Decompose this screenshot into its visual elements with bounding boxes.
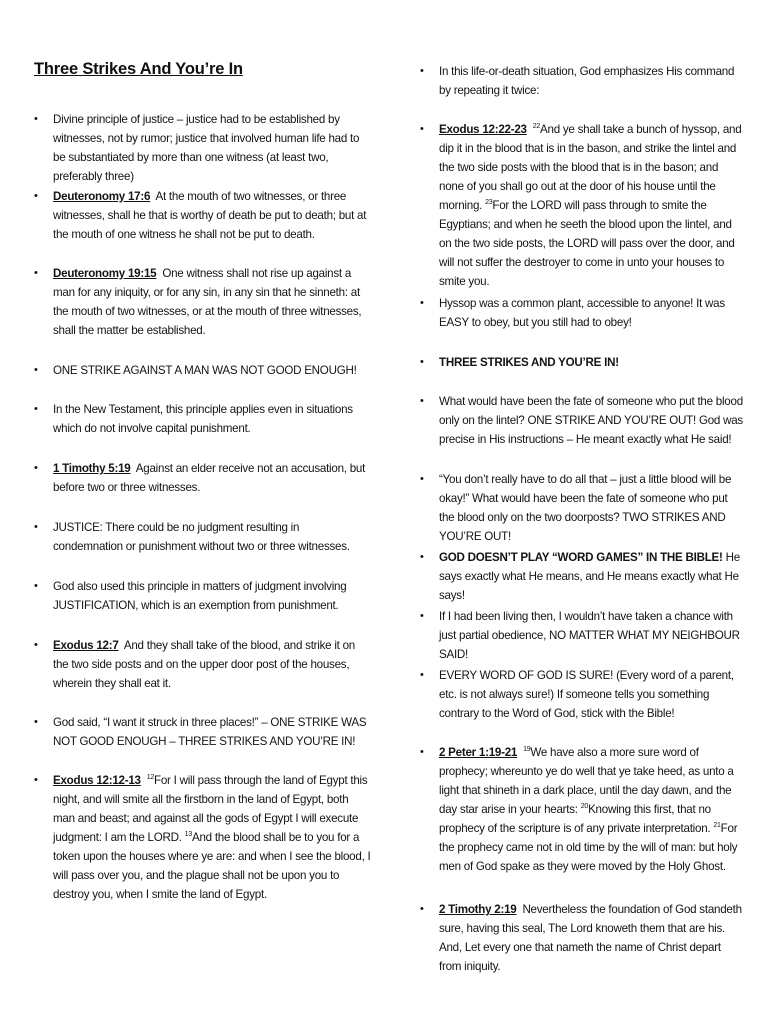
right-item-7: • GOD DOESN’T PLAY “WORD GAMES” IN THE BIBLE! He says exactly what He means, and He means exactly what He says! xyxy=(439,548,745,605)
left-item-6: • 1 Timothy 5:19 Against an elder receive not an accusation, but before two or three witnesses. xyxy=(53,459,371,497)
left-item-8: • God also used this principle in matters of judgment involving JUSTIFICATION, which is an exemption from punishment. xyxy=(53,577,371,615)
scripture-reference: Deuteronomy 19:15 xyxy=(53,267,157,280)
right-item-4: • THREE STRIKES AND YOU’RE IN! xyxy=(439,353,745,372)
right-item-9: • EVERY WORD OF GOD IS SURE! (Every word of a parent, etc. is not always sure!) If someone tells you something contrary to the Word of God, stick with the Bible! xyxy=(439,666,745,723)
left-item-1: • Divine principle of justice – justice had to be established by witnesses, not by rumor; justice that involved human life had to be substantiated by more than one witness (at least two, preferably three) xyxy=(53,110,371,186)
bullet-icon: • xyxy=(34,267,38,279)
left-item-11: • Exodus 12:12-13 $^{12}$For I will pass through the land of Egypt this night, and will smite all the firstborn in the land of Egypt, both man and beast; and against all the gods of Egypt I will execute judgment: I am the LORD. $^{13}$And the blood shall be to you for a token upon the houses where ye are: and when I see the blood, I will pass over you, and the plague shall not be upon you to destroy you, when I smite the land of Egypt. xyxy=(53,771,371,904)
verse-number: 12 xyxy=(146,774,155,781)
bullet-icon: • xyxy=(420,903,424,915)
verse-number: 20 xyxy=(580,803,589,810)
left-item-3: • Deuteronomy 19:15 One witness shall not rise up against a man for any iniquity, or for any sin, in any sin that he sinneth: at the mouth of two witnesses, or at the mouth of three witnesses, shall the matter be established. xyxy=(53,264,371,340)
right-item-6: • “You don’t really have to do all that – just a little blood will be okay!” What would have been the fate of someone who put the blood only on the two doorposts? TWO STRIKES AND YOU’RE OUT! xyxy=(439,470,745,546)
bullet-icon: • xyxy=(420,610,424,622)
right-item-8: • If I had been living then, I wouldn’t have taken a chance with just partial obedience, NO MATTER WHAT MY NEIGHBOUR SAID! xyxy=(439,607,745,664)
bullet-icon: • xyxy=(420,473,424,485)
bullet-icon: • xyxy=(34,639,38,651)
bullet-icon: • xyxy=(420,65,424,77)
bullet-icon: • xyxy=(34,190,38,202)
left-item-4: • ONE STRIKE AGAINST A MAN WAS NOT GOOD ENOUGH! xyxy=(53,361,371,380)
bullet-icon: • xyxy=(34,462,38,474)
verse-number: 22 xyxy=(532,123,541,130)
bullet-icon: • xyxy=(420,123,424,135)
bullet-icon: • xyxy=(34,113,38,125)
verse-number: 19 xyxy=(523,746,531,753)
right-item-10: • 2 Peter 1:19-21 $^{19}$We have also a more sure word of prophecy; whereunto ye do well that ye take heed, as unto a light that shineth in a dark place, until the day dawn, and the day star arise in your hearts: $^{20}$Knowing this first, that no prophecy of the scripture is of any private interpretation. $^{21}$For the prophecy came not in old time by the will of man: but holy men of God spake as they were moved by the Holy Ghost. xyxy=(439,743,745,876)
left-item-10: • God said, “I want it struck in three places!” – ONE STRIKE WAS NOT GOOD ENOUGH – THREE STRIKES AND YOU’RE IN! xyxy=(53,713,371,751)
bullet-icon: • xyxy=(420,551,424,563)
left-item-5: • In the New Testament, this principle applies even in situations which do not involve capital punishment. xyxy=(53,400,371,438)
bullet-icon: • xyxy=(420,356,424,368)
scripture-reference: 1 Timothy 5:19 xyxy=(53,462,131,475)
left-item-2: • Deuteronomy 17:6 At the mouth of two witnesses, or three witnesses, shall he that is worthy of death be put to death; but at the mouth of one witness he shall not be put to death. xyxy=(53,187,371,244)
bullet-icon: • xyxy=(420,746,424,758)
scripture-reference: Exodus 12:22-23 xyxy=(439,123,527,136)
verse-number: 13 xyxy=(184,831,192,838)
right-item-1: • In this life-or-death situation, God emphasizes His command by repeating it twice: xyxy=(439,62,745,100)
bullet-icon: • xyxy=(420,297,424,309)
bullet-icon: • xyxy=(34,364,38,376)
scripture-reference: 2 Peter 1:19-21 xyxy=(439,746,518,759)
scripture-reference: 2 Timothy 2:19 xyxy=(439,903,517,916)
bullet-icon: • xyxy=(420,395,424,407)
verse-number: 21 xyxy=(713,822,721,829)
scripture-reference: Exodus 12:12-13 xyxy=(53,774,141,787)
right-item-2: • Exodus 12:22-23 $^{22}$And ye shall take a bunch of hyssop, and dip it in the blood that is in the bason, and strike the lintel and the two side posts with the blood that is in the bason; and none of you shall go out at the door of his house until the morning. $^{23}$For the LORD will pass through to smite the Egyptians; and when he seeth the blood upon the lintel, and on the two side posts, the LORD will pass over the door, and will not suffer the destroyer to come in unto your houses to smite you. xyxy=(439,120,745,291)
page-title: Three Strikes And You’re In xyxy=(34,60,243,78)
right-item-5: • What would have been the fate of someone who put the blood only on the lintel? ONE STRIKE AND YOU’RE OUT! God was precise in His instructions – He meant exactly what He said! xyxy=(439,392,745,449)
scripture-reference: Deuteronomy 17:6 xyxy=(53,190,151,203)
bullet-icon: • xyxy=(420,669,424,681)
bullet-icon: • xyxy=(34,403,38,415)
verse-number: 23 xyxy=(485,199,493,206)
left-item-7: • JUSTICE: There could be no judgment resulting in condemnation or punishment without two or three witnesses. xyxy=(53,518,371,556)
bullet-icon: • xyxy=(34,521,38,533)
scripture-reference: Exodus 12:7 xyxy=(53,639,119,652)
right-item-3: • Hyssop was a common plant, accessible to anyone! It was EASY to obey, but you still had to obey! xyxy=(439,294,745,332)
bullet-icon: • xyxy=(34,580,38,592)
bullet-icon: • xyxy=(34,774,38,786)
right-item-11: • 2 Timothy 2:19 Nevertheless the foundation of God standeth sure, having this seal, The Lord knoweth them that are his. And, Let every one that nameth the name of Christ depart from iniquity. xyxy=(439,900,745,976)
left-item-9: • Exodus 12:7 And they shall take of the blood, and strike it on the two side posts and on the upper door post of the houses, wherein they shall eat it. xyxy=(53,636,371,693)
bullet-icon: • xyxy=(34,716,38,728)
